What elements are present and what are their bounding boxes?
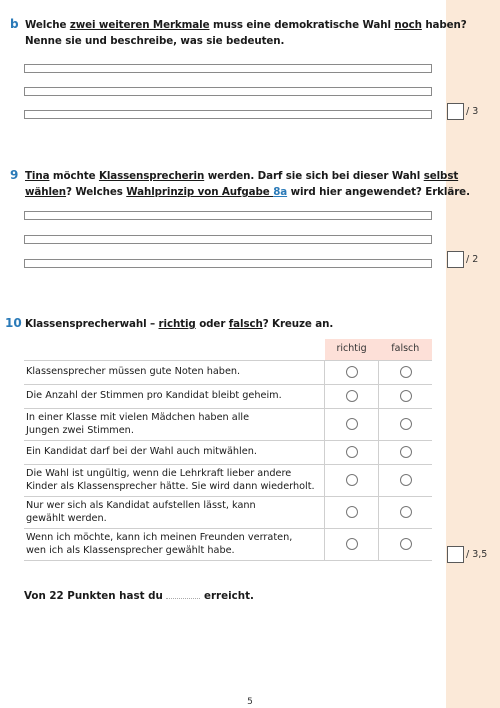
answer-line[interactable] — [24, 235, 432, 244]
table-row — [24, 361, 432, 385]
answer-line[interactable] — [24, 110, 432, 119]
cell-falsch — [379, 409, 432, 441]
statement-line: gewählt werden. — [26, 512, 107, 524]
cell-falsch — [379, 529, 432, 561]
score-box-10[interactable] — [447, 546, 464, 563]
statement-line: Jungen zwei Stimmen. — [26, 424, 134, 436]
question-9-line1: Tina möchte Klassensprecherin werden. Darf sie sich bei dieser Wahl selbst — [25, 170, 459, 182]
score-label-10: / 3,5 — [466, 549, 488, 560]
table-header-row — [24, 339, 432, 361]
richtig-radio[interactable] — [346, 390, 358, 402]
table-row — [24, 529, 432, 561]
cell-richtig — [325, 441, 379, 465]
points-summary — [24, 588, 254, 602]
cell-falsch — [379, 361, 432, 385]
statement-line: wen ich als Klassensprecher gewählt habe. — [26, 544, 235, 556]
question-b-line1: Welche zwei weiteren Merkmale muss eine demokratische Wahl noch haben? — [25, 19, 467, 31]
cell-richtig — [325, 409, 379, 441]
falsch-radio[interactable] — [400, 538, 412, 550]
statement-line: Wenn ich möchte, kann ich meinen Freunden verraten, — [26, 532, 293, 543]
table-row — [24, 385, 432, 409]
statement-text — [24, 497, 325, 529]
statement-text — [24, 529, 325, 561]
question-b-number: b — [10, 17, 19, 31]
question-10-title: Klassensprecherwahl – richtig oder falsch? Kreuze an. — [25, 318, 334, 330]
cell-richtig — [325, 465, 379, 497]
cell-richtig — [325, 529, 379, 561]
statement-line: Klassensprecher müssen gute Noten haben. — [26, 366, 241, 378]
question-9-number: 9 — [10, 168, 19, 182]
answer-line[interactable] — [24, 87, 432, 96]
question-9-line2: wählen? Welches Wahlprinzip von Aufgabe 8a wird hier angewendet? Erkläre. — [25, 186, 470, 198]
richtig-radio[interactable] — [346, 474, 358, 486]
table-row — [24, 465, 432, 497]
falsch-radio[interactable] — [400, 390, 412, 402]
statement-line: Nur wer sich als Kandidat aufstellen lässt, kann — [26, 500, 256, 511]
true-false-table — [24, 339, 432, 561]
question-b-line2: Nenne sie und beschreibe, was sie bedeuten. — [25, 35, 285, 47]
table-row — [24, 497, 432, 529]
score-label-b: / 3 — [466, 106, 479, 117]
statement-line: In einer Klasse mit vielen Mädchen haben alle — [26, 412, 250, 423]
falsch-radio[interactable] — [400, 366, 412, 378]
statement-line: Kinder als Klassensprecher hätte. Sie wird dann wiederholt. — [26, 480, 315, 492]
statement-line: Die Wahl ist ungültig, wenn die Lehrkraft lieber andere — [26, 468, 292, 479]
summary-after: erreicht. — [204, 590, 254, 602]
points-blank[interactable] — [166, 588, 200, 599]
answer-line[interactable] — [24, 211, 432, 220]
richtig-radio[interactable] — [346, 418, 358, 430]
answer-line[interactable] — [24, 64, 432, 73]
cell-richtig — [325, 385, 379, 409]
richtig-radio[interactable] — [346, 446, 358, 458]
cell-falsch — [379, 441, 432, 465]
score-label-9: / 2 — [466, 254, 479, 265]
falsch-radio[interactable] — [400, 418, 412, 430]
statement-text — [24, 385, 325, 409]
falsch-radio[interactable] — [400, 446, 412, 458]
cell-richtig — [325, 497, 379, 529]
richtig-radio[interactable] — [346, 538, 358, 550]
falsch-radio[interactable] — [400, 506, 412, 518]
question-10-number: 10 — [5, 316, 22, 330]
answer-line[interactable] — [24, 259, 432, 268]
score-box-9[interactable] — [447, 251, 464, 268]
statement-text — [24, 409, 325, 441]
cell-falsch — [379, 465, 432, 497]
richtig-radio[interactable] — [346, 506, 358, 518]
question-b-text — [25, 17, 467, 49]
table-row — [24, 409, 432, 441]
table-row — [24, 441, 432, 465]
question-9-text — [25, 168, 470, 200]
header-blank — [24, 339, 325, 361]
statement-text — [24, 441, 325, 465]
cell-richtig — [325, 361, 379, 385]
cell-falsch — [379, 385, 432, 409]
falsch-radio[interactable] — [400, 474, 412, 486]
header-richtig: richtig — [325, 339, 379, 361]
richtig-radio[interactable] — [346, 366, 358, 378]
statement-line: Ein Kandidat darf bei der Wahl auch mitwählen. — [26, 446, 257, 458]
score-box-b[interactable] — [447, 103, 464, 120]
summary-before: Von 22 Punkten hast du — [24, 590, 163, 602]
statement-line: Die Anzahl der Stimmen pro Kandidat bleibt geheim. — [26, 390, 282, 402]
page-number: 5 — [247, 697, 253, 707]
statement-text — [24, 465, 325, 497]
cell-falsch — [379, 497, 432, 529]
statement-text — [24, 361, 325, 385]
header-falsch: falsch — [379, 339, 432, 361]
